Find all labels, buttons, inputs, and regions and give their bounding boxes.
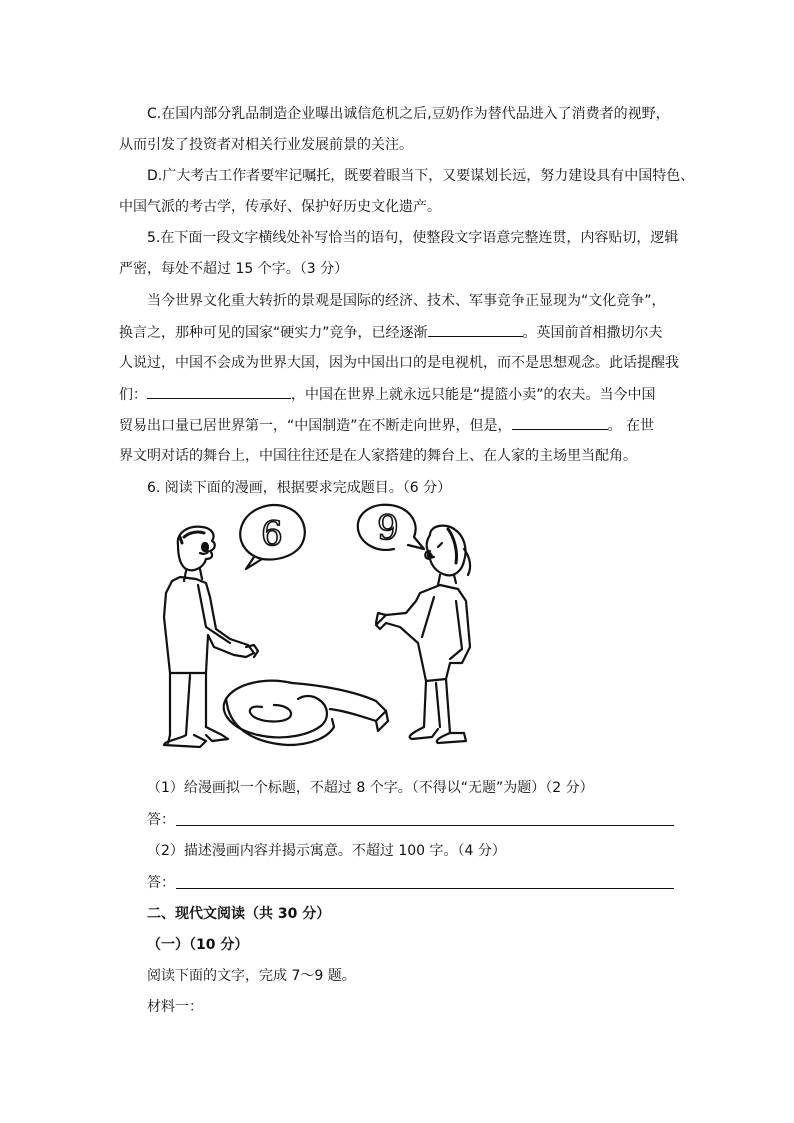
passage-line-2-text-b: 。英国前首相撒切尔夫 bbox=[522, 325, 663, 341]
answer-blank-3[interactable] bbox=[512, 415, 608, 430]
floor-number-shape bbox=[224, 681, 388, 745]
option-d-line-2: 中国气派的考古学，传承好、保护好历史文化遗产。 bbox=[119, 199, 441, 215]
answer-blank-2[interactable] bbox=[147, 384, 291, 399]
sub-question-1: （1）给漫画拟一个标题，不超过 8 个字。（不得以“无题”为题）（2 分） bbox=[147, 780, 594, 796]
passage-line-3: 人说过，中国不会成为世界大国，因为中国出口的是电视机，而不是思想观念。此话提醒我 bbox=[119, 355, 679, 371]
answer-blank-1[interactable] bbox=[428, 322, 523, 337]
answer-line-2[interactable] bbox=[176, 888, 674, 889]
answer-label-1: 答： bbox=[147, 812, 175, 828]
option-c-line-2: 从而引发了投资者对相关行业发展前景的关注。 bbox=[119, 137, 413, 153]
passage-line-5 bbox=[119, 415, 654, 436]
section-heading: 二、现代文阅读（共 30 分） bbox=[147, 906, 331, 922]
passage-line-4 bbox=[119, 384, 656, 405]
passage-line-4-text-b: ，中国在世界上就永远只能是“提篮小卖”的农夫。当今中国 bbox=[291, 387, 656, 403]
cartoon-6-and-9 bbox=[150, 497, 480, 752]
material-label: 材料一： bbox=[147, 999, 203, 1015]
passage-line-4-text-a: 们： bbox=[119, 387, 147, 403]
passage-line-2 bbox=[119, 322, 663, 343]
answer-line-1[interactable] bbox=[176, 825, 674, 826]
answer-label-2: 答： bbox=[147, 875, 175, 891]
right-bubble-number: 9 bbox=[377, 508, 399, 548]
left-person bbox=[164, 527, 258, 747]
passage-line-2-text-a: 换言之，那种可见的国家“硬实力”竞争，已经逐渐 bbox=[119, 325, 428, 341]
left-bubble-number: 6 bbox=[261, 514, 283, 554]
part-heading: （一）（10 分） bbox=[147, 937, 249, 953]
passage-line-1: 当今世界文化重大转折的景观是国际的经济、技术、军事竞争正显现为“文化竞争”， bbox=[147, 293, 666, 309]
reading-instruction: 阅读下面的文字，完成 7～9 题。 bbox=[147, 968, 356, 984]
sub-question-2: （2）描述漫画内容并揭示寓意。不超过 100 字。（4 分） bbox=[147, 843, 506, 859]
passage-line-5-text-a: 贸易出口量已居世界第一，“中国制造”在不断走向世界，但是， bbox=[119, 418, 512, 434]
question-5-line-2: 严密，每处不超过 15 个字。（3 分） bbox=[119, 261, 349, 277]
right-person bbox=[376, 526, 470, 743]
option-c-line-1: C.在国内部分乳品制造企业曝出诚信危机之后,豆奶作为替代品进入了消费者的视野， bbox=[147, 106, 670, 122]
passage-line-6: 界文明对话的舞台上，中国往往还是在人家搭建的舞台上、在人家的主场里当配角。 bbox=[119, 448, 637, 464]
passage-line-5-text-b: 。 在世 bbox=[607, 418, 654, 434]
question-5-line-1: 5.在下面一段文字横线处补写恰当的语句，使整段文字语意完整连贯，内容贴切，逻辑 bbox=[147, 230, 679, 246]
question-6-line: 6. 阅读下面的漫画，根据要求完成题目。（6 分） bbox=[147, 480, 452, 496]
option-d-line-1: D.广大考古工作者要牢记嘱托，既要着眼当下，又要谋划长远，努力建设具有中国特色、 bbox=[147, 168, 695, 184]
